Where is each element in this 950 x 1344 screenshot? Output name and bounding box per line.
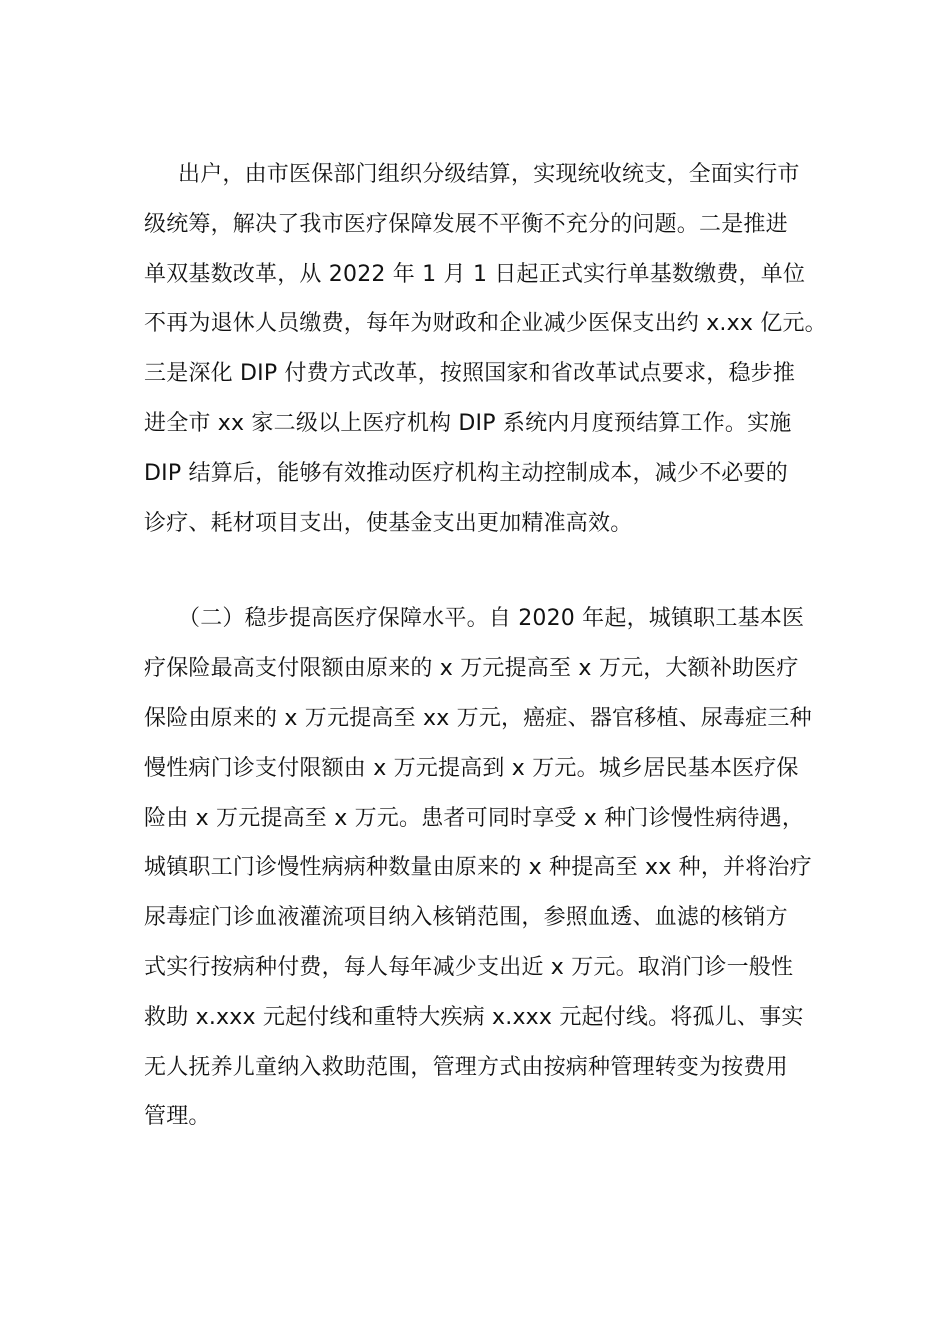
document-body <box>144 150 827 1142</box>
text-line: 诊疗、耗材项目支出，使基金支出更加精准高效。 <box>144 510 633 536</box>
text-line: 城镇职工门诊慢性病病种数量由原来的 x 种提高至 xx 种，并将治疗 <box>144 855 812 881</box>
text-line: DIP 结算后，能够有效推动医疗机构主动控制成本，减少不必要的 <box>144 460 788 486</box>
paragraph-reform-measures <box>144 150 827 548</box>
text-line: 尿毒症门诊血液灌流项目纳入核销范围，参照血透、血滤的核销方 <box>144 905 788 931</box>
text-line: 单双基数改革，从 2022 年 1 月 1 日起正式实行单基数缴费，单位 <box>144 261 806 287</box>
text-line: 无人抚养儿童纳入救助范围，管理方式由按病种管理转变为按费用 <box>144 1054 788 1080</box>
text-line: 三是深化 DIP 付费方式改革，按照国家和省改革试点要求，稳步推 <box>144 361 796 387</box>
text-line: 慢性病门诊支付限额由 x 万元提高到 x 万元。城乡居民基本医疗保 <box>144 755 799 781</box>
text-line: 险由 x 万元提高至 x 万元。患者可同时享受 x 种门诊慢性病待遇， <box>144 805 805 831</box>
text-line: 救助 x.xxx 元起付线和重特大疾病 x.xxx 元起付线。将孤儿、事实 <box>144 1004 804 1030</box>
text-line: 出户，由市医保部门组织分级结算，实现统收统支，全面实行市 <box>178 162 800 187</box>
text-line: 级统筹，解决了我市医疗保障发展不平衡不充分的问题。二是推进 <box>144 211 788 237</box>
paragraph-security-level <box>144 594 814 1142</box>
text-line: （二）稳步提高医疗保障水平。自 2020 年起，城镇职工基本医 <box>178 606 805 632</box>
text-line: 式实行按病种付费，每人每年减少支出近 x 万元。取消门诊一般性 <box>144 954 794 980</box>
text-line: 不再为退休人员缴费，每年为财政和企业减少医保支出约 x.xx 亿元。 <box>144 311 827 337</box>
text-line: 管理。 <box>144 1104 211 1130</box>
text-line: 疗保险最高支付限额由原来的 x 万元提高至 x 万元，大额补助医疗 <box>144 656 799 682</box>
text-line: 进全市 xx 家二级以上医疗机构 DIP 系统内月度预结算工作。实施 <box>144 410 792 436</box>
text-line: 保险由原来的 x 万元提高至 xx 万元，癌症、器官移植、尿毒症三种 <box>144 705 812 731</box>
